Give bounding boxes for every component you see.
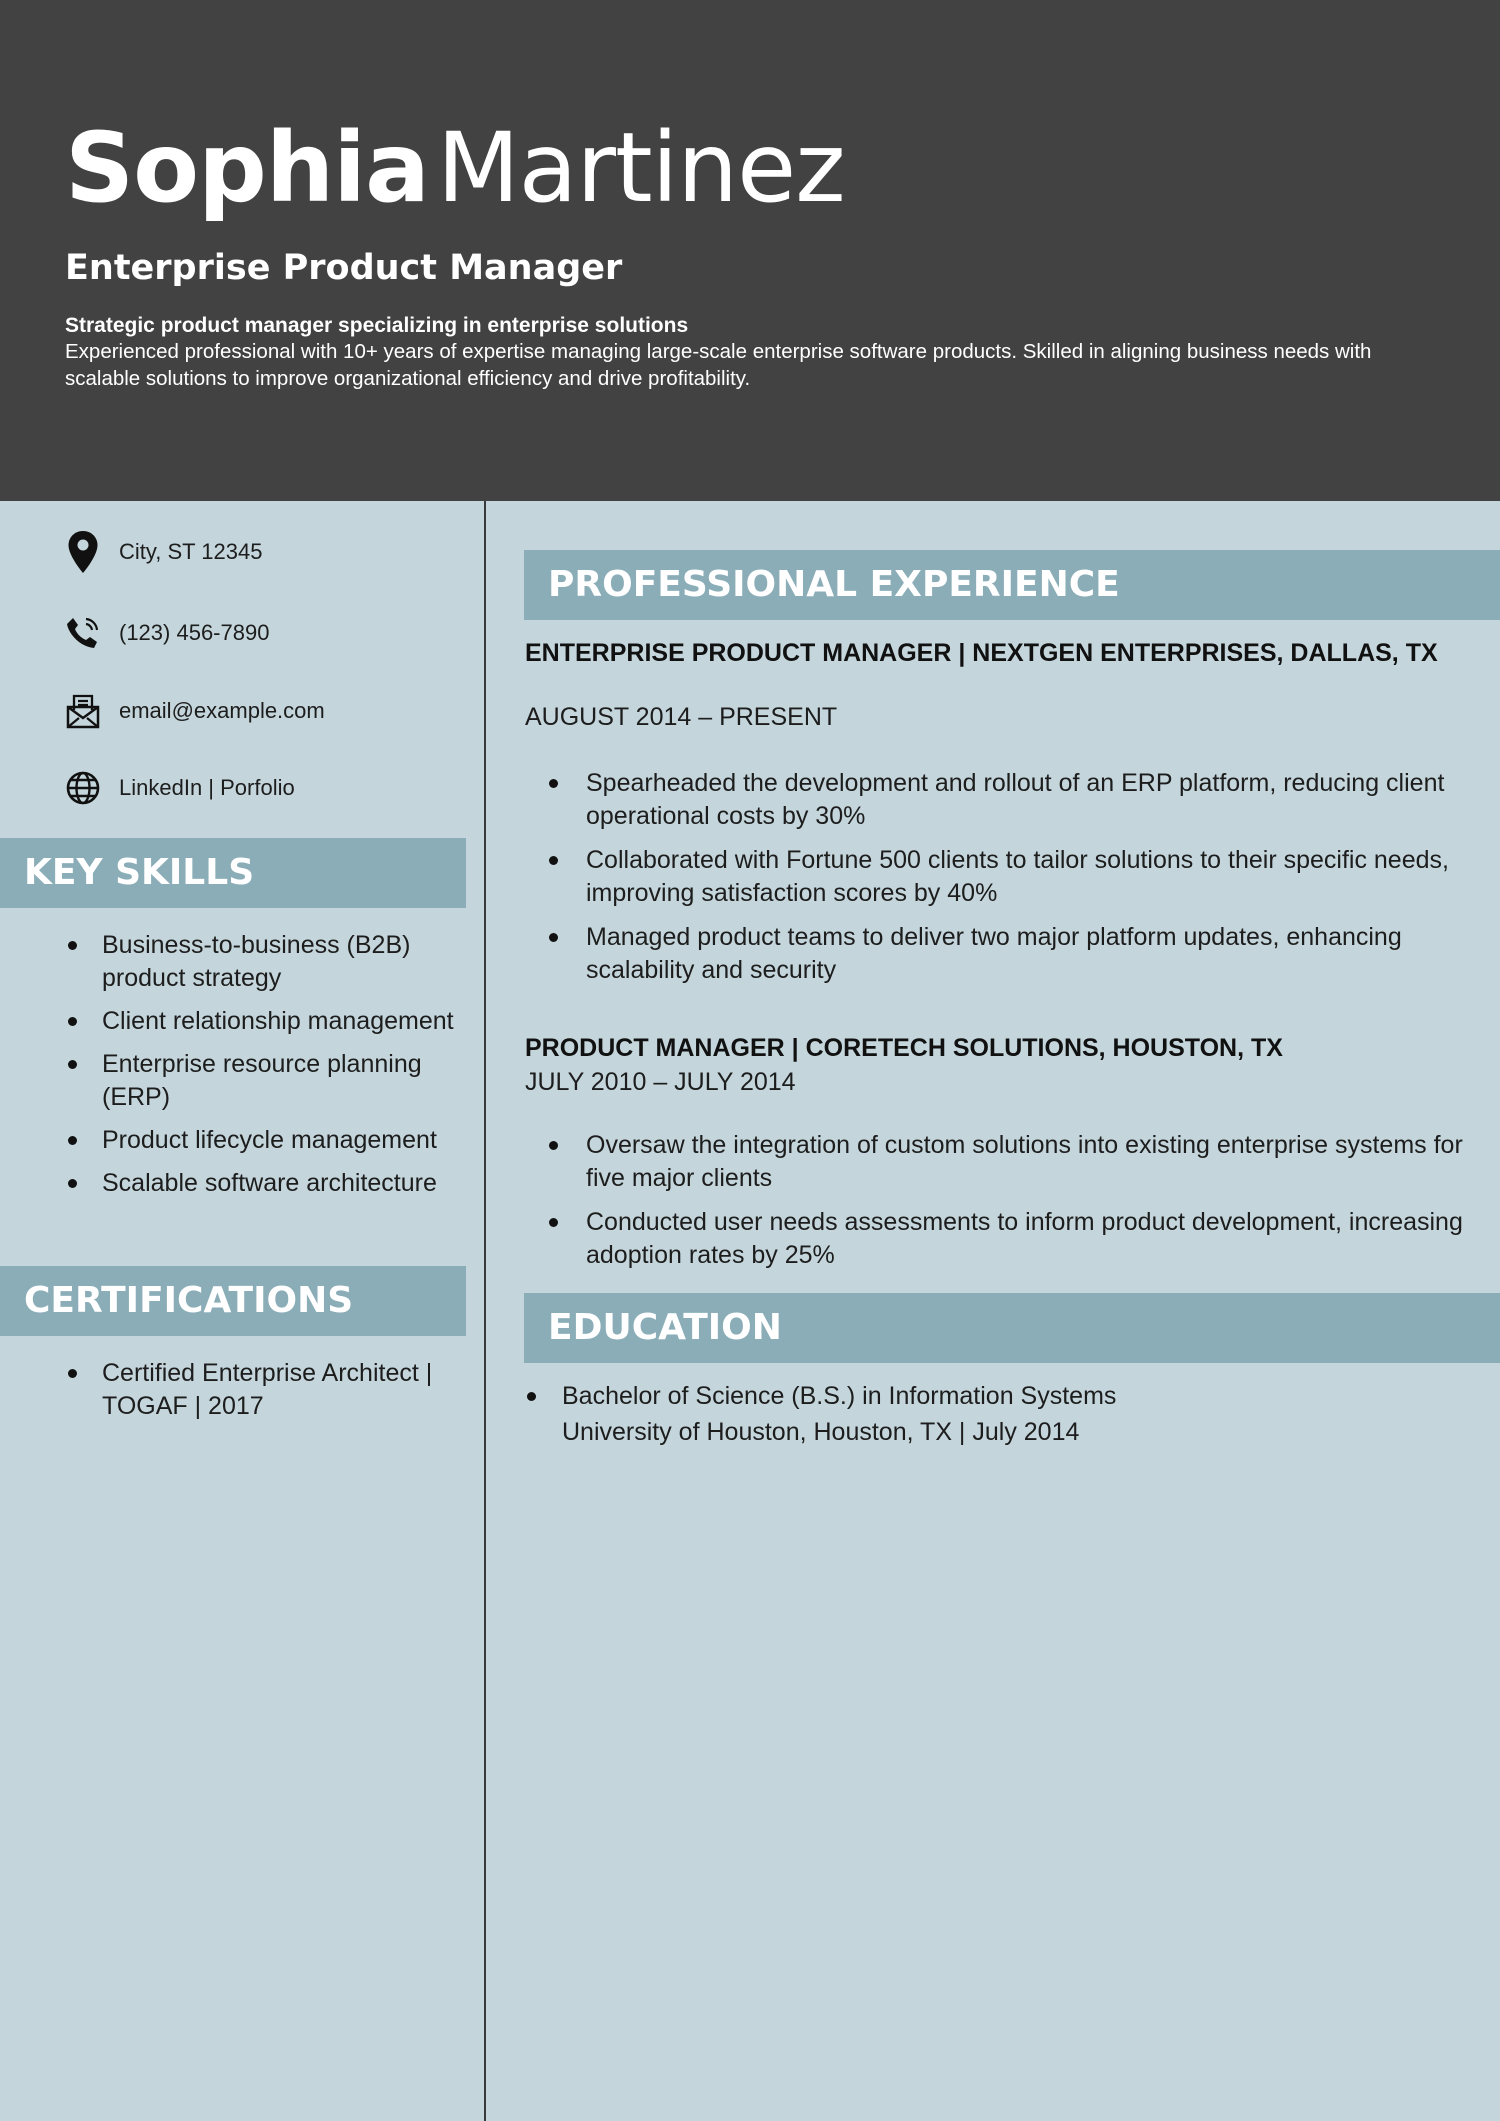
job-dates-1: AUGUST 2014 – PRESENT — [525, 703, 838, 731]
key-skills-heading: KEY SKILLS — [0, 838, 466, 908]
phone-icon — [65, 611, 101, 655]
list-item: Certified Enterprise Architect | TOGAF | 2017 — [65, 1357, 475, 1423]
contact-links — [65, 766, 295, 810]
list-item: Enterprise resource planning (ERP) — [65, 1048, 475, 1114]
globe-icon — [65, 766, 101, 810]
job-bullets-1 — [546, 767, 1476, 998]
column-divider — [484, 501, 486, 2121]
job-bullets-2 — [546, 1129, 1476, 1283]
email-text: email@example.com — [119, 698, 325, 723]
school-text: University of Houston, Houston, TX | July 2014 — [562, 1418, 1080, 1446]
certifications-heading: CERTIFICATIONS — [0, 1266, 466, 1336]
list-item: Spearheaded the development and rollout of an ERP platform, reducing client operational costs by 30% — [546, 767, 1476, 833]
contact-location — [65, 530, 262, 574]
education-heading: EDUCATION — [524, 1293, 1500, 1363]
candidate-name — [65, 108, 845, 228]
job-dates-2: JULY 2010 – JULY 2014 — [525, 1068, 796, 1096]
certifications-list — [65, 1357, 475, 1433]
job-role-1: ENTERPRISE PRODUCT MANAGER | NEXTGEN ENTERPRISES, DALLAS, TX — [525, 639, 1438, 667]
phone-text: (123) 456-7890 — [119, 620, 270, 645]
job-title: Enterprise Product Manager — [65, 248, 623, 288]
list-item: Scalable software architecture — [65, 1167, 475, 1200]
first-name: Sophia — [65, 112, 429, 224]
map-pin-icon — [65, 530, 101, 574]
list-item: Conducted user needs assessments to inform product development, increasing adoption rates by 25% — [546, 1206, 1476, 1272]
key-skills-list — [65, 929, 475, 1210]
experience-heading: PROFESSIONAL EXPERIENCE — [524, 550, 1500, 620]
last-name: Martinez — [436, 112, 845, 224]
links-text: LinkedIn | Porfolio — [119, 775, 295, 800]
resume-header — [0, 0, 1500, 501]
list-item: Oversaw the integration of custom solutions into existing enterprise systems for five major clients — [546, 1129, 1476, 1195]
degree-text: Bachelor of Science (B.S.) in Information Systems — [562, 1382, 1117, 1410]
contact-email — [65, 689, 325, 733]
list-item: Collaborated with Fortune 500 clients to tailor solutions to their specific needs, improving satisfaction scores by 40% — [546, 844, 1476, 910]
list-item: Client relationship management — [65, 1005, 475, 1038]
job-role-2: PRODUCT MANAGER | CORETECH SOLUTIONS, HOUSTON, TX — [525, 1034, 1283, 1062]
education-entry — [525, 1378, 1455, 1450]
list-item: Business-to-business (B2B) product strategy — [65, 929, 475, 995]
envelope-icon — [65, 689, 101, 733]
location-text: City, ST 12345 — [119, 539, 263, 564]
summary-body: Experienced professional with 10+ years of expertise managing large-scale enterprise software products. Skilled in aligning business needs with scalable solutions to improve organizational efficiency and drive profitability. — [65, 340, 1372, 390]
list-item: Product lifecycle management — [65, 1124, 475, 1157]
summary-heading: Strategic product manager specializing in enterprise solutions — [65, 314, 689, 337]
list-item: Managed product teams to deliver two major platform updates, enhancing scalability and security — [546, 921, 1476, 987]
contact-phone — [65, 611, 269, 655]
